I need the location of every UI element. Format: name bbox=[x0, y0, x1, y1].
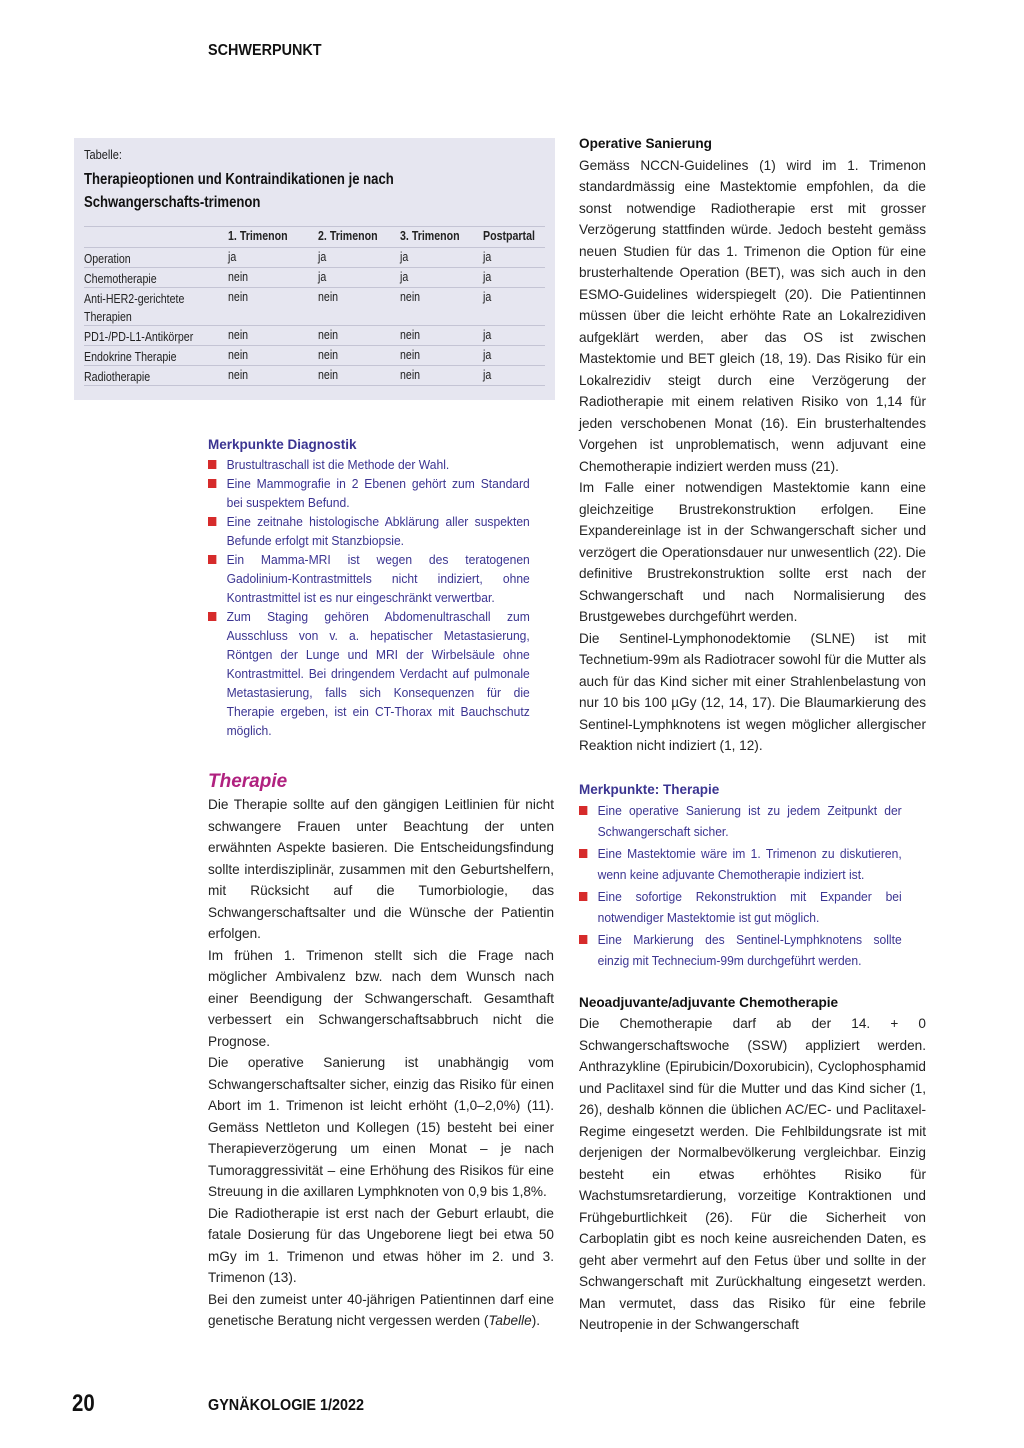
list-item: Eine Mastektomie wäre im 1. Trimenon zu diskutieren, wenn keine adjuvante Chemotherapie indiziert ist. bbox=[579, 843, 902, 886]
table-cell: Radiotherapie bbox=[84, 370, 151, 384]
merkpunkte-diagnostik-title: Merkpunkte Diagnostik bbox=[208, 437, 357, 452]
table-pre-label: Tabelle: bbox=[84, 148, 122, 162]
table-cell: nein bbox=[400, 328, 421, 342]
table-cell: PD1-/PD-L1-Antikörper bbox=[84, 330, 194, 344]
therapy-table bbox=[84, 226, 545, 386]
section-header: SCHWERPUNKT bbox=[208, 42, 322, 59]
bullet-square-icon bbox=[579, 935, 587, 944]
right-column bbox=[579, 133, 926, 1336]
table-header-row bbox=[84, 226, 545, 248]
table-cell: ja bbox=[483, 290, 492, 304]
merkpunkte-diagnostik-list bbox=[208, 455, 554, 740]
bullet-square-icon bbox=[208, 555, 216, 564]
table-cell: ja bbox=[400, 270, 409, 284]
paragraph: Im frühen 1. Trimenon stellt sich die Frage nach möglicher Ambivalenz bzw. nach dem Wunsch nach einer Beendigung der Schwangerschaft. Gesamthaft verbessert ein Schwangerschaftsabbruch nicht die Prognose. bbox=[208, 947, 554, 1049]
paragraph: Die Chemotherapie darf ab der 14. + 0 Schwangerschaftswoche (SSW) appliziert werden. Anthrazykline (Epirubicin/Doxorubicin), Cyclophosphamid und Paclitaxel sind für die Mutter und das Kind sicher (1, 26), deshalb können die üblichen AC/EC- und Paclitaxel-Regime eingesetzt werden. Die Fehlbildungsrate ist mit derjenigen der Normalbevölkerung vergleichbar. Einzig besteht ein etwas erhöhtes Risiko für Wachstumsretardierung, vorzeitige Kontraktionen und Frühgeburtlichkeit (26). Für die Sicherheit von Carboplatin gibt es noch keine ausreichenden Daten, es geht aber vermehrt auf den Fetus über und sollte in der Schwangerschaft mit Zurückhaltung eingesetzt werden. Man vermutet, dass das Risiko für eine febrile Neutropenie in der Schwangerschaft bbox=[579, 1016, 926, 1332]
table-reference: Tabelle bbox=[488, 1313, 532, 1328]
table-cell: ja bbox=[318, 250, 327, 264]
table-row bbox=[84, 268, 545, 288]
paragraph: Gemäss NCCN-Guidelines (1) wird im 1. Trimenon standardmässig eine Mastektomie empfohlen, da die sonst notwendige Radiotherapie erst mit grosser Verzögerung stattfinden würde. Jedoch besteht gemäss neuen Studien für das 1. Trimenon die Option für eine brusterhaltende Operation (BET), was sich auch in den ESMO-Guidelines widerspiegelt (20). Die Patientinnen müssen über die leicht erhöhte Rate an Lokalrezidiven aufgeklärt werden, aber das OS ist zwischen Mastektomie und BET gleich (18, 19). Das Risiko für ein Lokalrezidiv steigt durch eine Verzögerung der Radiotherapie mit einem relativen Risiko von 1,14 für jeden verschobenen Monat (16). Ein brusterhaltendes Vorgehen ist unproblematisch, wenn adjuvant eine Chemotherapie indiziert werden muss (21). bbox=[579, 157, 926, 474]
table-row bbox=[84, 366, 545, 386]
table-cell: nein bbox=[228, 328, 249, 342]
table-cell: Operation bbox=[84, 252, 131, 266]
table-cell: ja bbox=[483, 270, 492, 284]
list-item: Eine Markierung des Sentinel-Lymphknotens sollte einzig mit Technecium-99m durchgeführt werden. bbox=[579, 929, 902, 972]
table-cell: nein bbox=[318, 368, 339, 382]
table-row bbox=[84, 326, 545, 346]
list-item: Ein Mamma-MRI ist wegen des teratogenen Gadolinium-Kontrastmittels nicht indiziert, ohne Kontrastmittel ist es nur eingeschränkt verwertbar. bbox=[208, 550, 530, 607]
table-cell: nein bbox=[400, 368, 421, 382]
neoadjuvant-heading: Neoadjuvante/adjuvante Chemotherapie bbox=[579, 994, 839, 1010]
table-cell: ja bbox=[228, 250, 237, 264]
table-cell: ja bbox=[483, 348, 492, 362]
therapie-heading: Therapie bbox=[208, 771, 288, 792]
left-column bbox=[208, 434, 554, 1332]
table-cell: nein bbox=[400, 348, 421, 362]
bullet-square-icon bbox=[208, 517, 216, 526]
bullet-square-icon bbox=[579, 806, 587, 815]
list-item: Zum Staging gehören Abdomenultraschall zum Ausschluss von v. a. hepatischer Metastasierung, Röntgen der Lunge und MRI der Wirbelsäule ohne Kontrastmittel. Bei dringendem Verdacht auf pulmonale Metastasierung, falls sich Konsequenzen für die Therapie ergeben, ist ein CT-Thorax mit Bauchschutz möglich. bbox=[208, 607, 530, 740]
table-cell: ja bbox=[400, 250, 409, 264]
bullet-square-icon bbox=[579, 892, 587, 901]
table-header-cell: 3. Trimenon bbox=[400, 229, 460, 243]
paragraph: Die Sentinel-Lymphonodektomie (SLNE) ist mit Technetium-99m als Radiotracer sowohl für die Mutter als auch für das Kind sicher mit einer Strahlenbelastung von nur 10 bis 100 µGy (12, 14, 17). Die Blaumarkierung des Sentinel-Lymphknotens ist wegen möglicher allergischer Reaktion nicht indiziert (1, 12). bbox=[579, 630, 926, 753]
paragraph: Die Radiotherapie ist erst nach der Geburt erlaubt, die fatale Dosierung für das Ungeborene liegt bei etwa 50 mGy im 1. Trimenon und etwas höher im 2. und 3. Trimenon (13). bbox=[208, 1205, 554, 1285]
table-cell: ja bbox=[318, 270, 327, 284]
merkpunkte-therapie-list bbox=[579, 800, 926, 972]
bullet-square-icon bbox=[208, 460, 216, 469]
paragraph: Die operative Sanierung ist unabhängig vom Schwangerschaftsalter sicher, einzig das Risiko für einen Abort im 1. Trimenon ist leicht erhöht (1,0–2,0%) (11). Gemäss Nettleton und Kollegen (15) besteht bei einer Therapieverzögerung um einen Monat – je nach Tumoraggressivität – eine Erhöhung des Risikos für eine Streuung in die axillaren Lymphknoten von 0,9 bis 1,8%. bbox=[208, 1055, 554, 1199]
bullet-square-icon bbox=[208, 612, 216, 621]
bullet-square-icon bbox=[208, 479, 216, 488]
table-header-cell: 1. Trimenon bbox=[228, 229, 288, 243]
list-item: Eine operative Sanierung ist zu jedem Zeitpunkt der Schwangerschaft sicher. bbox=[579, 800, 902, 843]
operative-heading: Operative Sanierung bbox=[579, 136, 712, 151]
paragraph: Im Falle einer notwendigen Mastektomie kann eine gleichzeitige Brustrekonstruktion erfolgen. Eine Expandereinlage ist in der Schwangerschaft sicher und verzögert die Operationsdauer nur unwesentlich (22). Die definitive Brustrekonstruktion sollte erst nach der Schwangerschaft und nach Normalisierung des Brustgewebes durchgeführt werden. bbox=[579, 480, 926, 624]
table-row bbox=[84, 248, 545, 268]
table-cell: nein bbox=[228, 270, 249, 284]
table-title: Therapieoptionen und Kontraindikationen je nach Schwangerschafts-trimenon bbox=[84, 171, 394, 211]
bullet-square-icon bbox=[579, 849, 587, 858]
table-cell: nein bbox=[400, 290, 421, 304]
table-header-cell: Postpartal bbox=[483, 229, 535, 243]
paragraph: Die Therapie sollte auf den gängigen Leitlinien für nicht schwangere Frauen unter Beachtung der unten erwähnten Aspekte basieren. Die Entscheidungsfindung sollte interdisziplinär, zusammen mit den Geburtshelfern, mit Rücksicht auf die Tumorbiologie, das Schwangerschaftsalter und die Wünsche der Patientin erfolgen. bbox=[208, 797, 554, 941]
list-item: Eine Mammografie in 2 Ebenen gehört zum Standard bei suspektem Befund. bbox=[208, 474, 530, 512]
table-cell: nein bbox=[228, 290, 249, 304]
table-cell: nein bbox=[228, 368, 249, 382]
page-number: 20 bbox=[72, 1390, 95, 1417]
list-item: Eine zeitnahe histologische Abklärung aller suspekten Befunde erfolgt mit Stanzbiopsie. bbox=[208, 512, 530, 550]
table-header-cell: 2. Trimenon bbox=[318, 229, 378, 243]
table-cell: nein bbox=[318, 348, 339, 362]
table-cell: Anti-HER2-gerichtete Therapien bbox=[84, 292, 185, 324]
table-cell: nein bbox=[318, 328, 339, 342]
table-cell: nein bbox=[318, 290, 339, 304]
list-item: Brustultraschall ist die Methode der Wahl. bbox=[208, 455, 530, 474]
table-row bbox=[84, 346, 545, 366]
table-cell: ja bbox=[483, 368, 492, 382]
table-cell: ja bbox=[483, 328, 492, 342]
table-cell: Chemotherapie bbox=[84, 272, 157, 286]
magazine-issue: GYNÄKOLOGIE 1/2022 bbox=[208, 1397, 365, 1414]
merkpunkte-therapie-title: Merkpunkte: Therapie bbox=[579, 781, 720, 797]
table-cell: Endokrine Therapie bbox=[84, 350, 177, 364]
paragraph: Bei den zumeist unter 40-jährigen Patientinnen darf eine genetische Beratung nicht vergessen werden (Tabelle). bbox=[208, 1291, 554, 1328]
table-box bbox=[74, 138, 555, 400]
table-cell: nein bbox=[228, 348, 249, 362]
list-item: Eine sofortige Rekonstruktion mit Expander bei notwendiger Mastektomie ist gut möglich. bbox=[579, 886, 902, 929]
table-cell: ja bbox=[483, 250, 492, 264]
table-row bbox=[84, 288, 545, 326]
